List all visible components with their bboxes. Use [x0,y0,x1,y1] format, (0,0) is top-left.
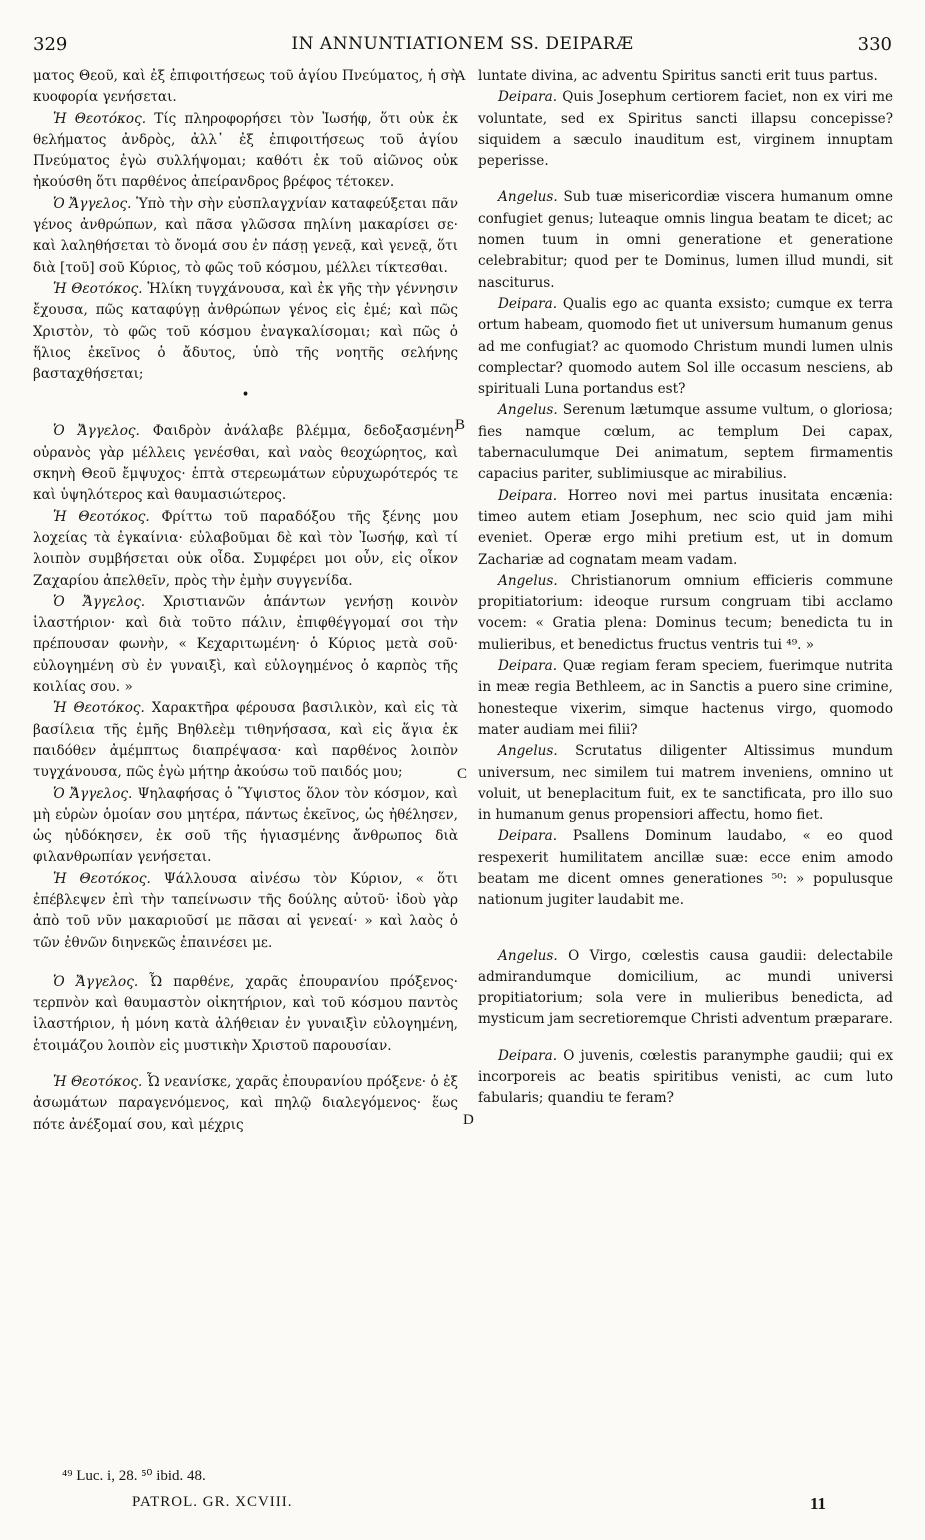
speaker-label: Angelus. [498,572,558,589]
paragraph-text: O juvenis, cœlestis paranymphe gaudii; qui ex incorporeis ac beatis spiritibus venisti, ac cum luto fabularis; quandiu te feram? [478,1047,893,1107]
paragraph-text: Ὦ νεανίσκε, χαρᾶς ἐπουρανίου πρόξενε· ὁ ἐξ ἀσωμάτων παραγενόμενος, καὶ πηλῷ διαλεγόμενος· ἕως πότε ἀνέξομαί σου, καὶ μέχρις [33,1074,459,1133]
paragraph-text: Ψάλλουσα αἰνέσω τὸν Κύριον, « ὅτι ἐπέβλεψεν ἐπὶ τὴν ταπείνωσιν τῆς δούλης αὐτοῦ· ἰδοὺ γὰρ ἀπὸ τοῦ νῦν μακαριοῦσί με πᾶσαι αἱ γενεαί· » καὶ λαὸς ὁ τῶν ἐθνῶν διηνεκῶς ἐπαινέσει με. [33,870,458,951]
speaker-label: Ἡ Θεοτόκος. [53,280,143,297]
speaker-label: Ὁ Ἄγγελος. [53,423,140,440]
paragraph-text: Φρίττω τοῦ παραδόξου τῆς ξένης μου λοχείας τὰ ἐγκαίνια· εὐλαβοῦμαι δὲ καὶ τὸν Ἰωσήφ, καὶ τί λοιπὸν συμβήσεται οὐκ οἶδα. Συμφέρει μοι οὖν, εἰς οἶκον Ζαχαρίου ἀπελθεῖν, πρὸς τὴν ἐμὴν συγγενίδα. [33,508,458,589]
signature-number: 11 [810,1494,827,1513]
speaker-label: Ἡ Θεοτόκος. [53,700,145,717]
paragraph-text: Scrutatus diligenter Altissimus mundum universum, nec similem tui matrem inveniens, omnino ut voluit, ut beneplacitum fuit, ex te sanctificata, pro illo suo in humanum genus propensiori affectu, homo fiet. [478,743,893,824]
printer-signature: PATROL. GR. XCVIII. [132,1494,293,1510]
greek-paragraph [33,421,458,506]
speaker-label: Deipara. [498,1047,558,1064]
latin-paragraph [478,826,893,911]
speaker-label: Deipara. [498,487,558,504]
margin-marker-d: D [463,1112,474,1128]
speaker-label: Deipara. [498,295,558,312]
speaker-label: Angelus. [498,189,558,206]
paragraph-text: luntate divina, ac adventu Spiritus sancti erit tuus partus. [478,68,878,84]
margin-marker-c: C [457,766,468,782]
speaker-label: Ὁ Ἄγγελος. [53,195,132,212]
paragraph-text: Sub tuæ misericordiæ viscera humanum omne confugiet genus; luteaque omnis lingua beatam te dicet; ac nomen tuum in omni generatione et generatione celebrabitur; quod per te Dominus, lumen illud mundi, sit nasciturus. [478,189,894,291]
paragraph-text: O Virgo, cœlestis causa gaudii: delectabile admirandumque domicilium, ac mundi universi propitiatorium; sola vere in mulieribus benedicta, ad mysticum jam secretioremque Christi adventum præparare. [478,947,893,1028]
speaker-label: Ὁ Ἄγγελος. [53,973,139,990]
speaker-label: Ὁ Ἄγγελος. [53,593,146,610]
latin-column [478,66,893,1110]
page-number-right: 330 [857,34,892,55]
paragraph-text: Ψηλαφήσας ὁ Ὕψιστος ὅλον τὸν κόσμον, καὶ μὴ εὑρὼν ὁμοίαν σου μητέρα, πάντως ἐκεῖνος, ὡς ἠθέλησεν, ὡς ηὐδόκησεν, ἐκ σοῦ τῆς ἡγιασμένης ἄνθρωπος διὰ φιλανθρωπίαν γενήσεται. [33,785,458,866]
latin-paragraph [478,294,893,400]
page-header [0,34,925,58]
speaker-label: Deipara. [498,658,558,675]
paragraph-text: Serenum lætumque assume vultum, o gloriosa; fies namque cœlum, ac templum Dei capax, tabernaculumque Dei animatum, septem firmamentis capacius pariter, sublimiusque ac mirabilius. [478,402,893,483]
paragraph-text: Horreo novi mei partus inusitata encænia: timeo autem etiam Josephum, nec scio quid jam mihi eveniet. Operæ ergo mihi pretium est, ut in domum Zachariæ ad cognatam meam vadam. [478,487,893,568]
section-divider: • [241,387,250,404]
greek-paragraph [33,109,458,194]
greek-paragraph [33,972,458,1057]
footnotes: ⁴⁹ Luc. i, 28. ⁵⁰ ibid. 48. [62,1468,206,1484]
greek-paragraph [33,66,458,109]
speaker-label: Angelus. [498,743,558,760]
paragraph-text: Psallens Dominum laudabo, « eo quod respexerit humilitatem ancillæ suæ: ecce enim amodo beatam me dicent omnes generationes ⁵⁰: » populusque nationum jugiter laudabit me. [478,828,893,909]
speaker-label: Ἡ Θεοτόκος. [53,508,150,525]
greek-paragraph [33,1072,458,1136]
latin-paragraph [478,741,893,826]
greek-column [33,66,458,1136]
speaker-label: Angelus. [498,402,558,419]
speaker-label: Deipara. [498,828,558,845]
paragraph-text: Φαιδρὸν ἀνάλαβε βλέμμα, δεδοξασμένη· οὐρανὸς γὰρ μέλλεις γενέσθαι, καὶ ναὸς θεοχώρητος, καὶ σκηνὴ Θεοῦ ἔμψυχος· ἑπτὰ στερεωμάτων εὐρυχωρότερός τε καὶ ὑψηλότερος καὶ θαυμασιώτερος. [33,423,458,504]
latin-paragraph [478,656,893,741]
speaker-label: Ἡ Θεοτόκος. [53,1074,143,1091]
greek-paragraph [33,279,458,385]
greek-paragraph [33,698,458,783]
latin-paragraph [478,400,893,485]
speaker-label: Angelus. [498,947,558,964]
paragraph-text: Τίς πληροφορήσει τὸν Ἰωσήφ, ὅτι οὐκ ἐκ θελήματος ἀνδρὸς, ἀλλ᾽ ἐξ ἐπιφοιτήσεως τοῦ ἁγίου Πνεύματος ἐγὼ συλλήψομαι; καθότι ἐκ τοῦ αἰῶνος οὐκ ἠκούσθη ὅτι παρθένος ἀπείρανδρος βρέφος τέτοκεν. [33,110,459,191]
paragraph-text: Qualis ego ac quanta exsisto; cumque ex terra ortum habeam, quomodo fiet ut universum humanum genus ad me confugiat? ac quomodo Christum mundi lumen ulnis complectar? quomodo autem Sol ille occasum nesciens, ab spirituali Luna portandus est? [478,295,893,398]
speaker-label: Ὁ Ἄγγελος. [53,785,133,802]
paragraph-text: Quæ regiam feram speciem, fuerimque nutrita in meæ regia Bethleem, ac in Sanctis a puero sine crimine, honesteque vixerim, simque hactenus virgo, quomodo mater audiam mei filii? [478,658,893,738]
page-number-left: 329 [33,34,68,55]
paragraph-text: Χριστιανῶν ἁπάντων γενήσῃ κοινὸν ἱλαστήριον· καὶ διὰ τοῦτο πάλιν, ἐπιφθέγγομαί σοι τὴν πρέπουσαν φωνὴν, « Κεχαριτωμένη· ὁ Κύριος μετὰ σοῦ· εὐλογημένη σὺ ἐν γυναιξὶ, καὶ εὐλογημένος ὁ καρπὸς τῆς κοιλίας σου. » [33,593,458,696]
greek-paragraph [33,784,458,869]
paragraph-text: Ἡλίκη τυγχάνουσα, καὶ ἐκ γῆς τὴν γέννησιν ἔχουσα, πῶς καταφύγῃ ἀνθρώπων γένος εἰς ἐμέ; καὶ πῶς Χριστὸν, τὸ φῶς τοῦ κόσμου ἐναγκαλίσομαι; καὶ πῶς ὁ ἥλιος ἐκεῖνος ὁ ἄδυτος, ὑπὸ τῆς νοητῆς σελήνης βασταχθήσεται; [33,280,458,383]
paragraph-text: ματος Θεοῦ, καὶ ἐξ ἐπιφοιτήσεως τοῦ ἁγίου Πνεύματος, ἡ σὴ κυοφορία γενήσεται. [33,68,458,106]
margin-marker-b: B [455,417,466,433]
greek-paragraph [33,869,458,954]
latin-paragraph [478,87,893,172]
speaker-label: Ἡ Θεοτόκος. [53,110,147,127]
latin-paragraph [478,571,893,656]
paragraph-text: Quis Josephum certiorem faciet, non ex viri me voluntate, sed ex Spiritus sancti illapsu concepisse? siquidem a sæculo inauditum est, virginem innuptam peperisse. [478,89,894,170]
paragraph-text: Ὑπὸ τὴν σὴν εὐσπλαγχνίαν καταφεύξεται πᾶν γένος ἀνθρώπων, καὶ πᾶσα γλῶσσα πηλίνη μακαρίσει σε· καὶ λαληθήσεται τὸ ὄνομά σου ἐν πάσῃ γενεᾷ, καὶ γενεᾷ, ὅτι διὰ [τοῦ] σοῦ Κύριος, τὸ φῶς τοῦ κόσμου, μέλλει τίκτεσθαι. [33,195,458,276]
running-title: IN ANNUNTIATIONEM SS. DEIPARÆ [291,34,634,54]
greek-paragraph [33,592,458,698]
latin-paragraph [478,486,893,571]
greek-paragraph [33,507,458,592]
paragraph-text: Χαρακτῆρα φέρουσα βασιλικὸν, καὶ εἰς τὰ βασίλεια τῆς ἐμῆς Βηθλεὲμ τιθηνήσασα, καὶ εἰς ἅγια ἐκ παιδόθεν ἀμέμπτως διαπρέψασα· καὶ παρθένος λοιπὸν τυγχάνουσα, πῶς ἐγὼ μήτηρ ἀκούσω τοῦ παιδός μου; [33,700,458,781]
latin-paragraph [478,187,893,293]
latin-paragraph [478,1046,893,1110]
latin-paragraph [478,946,893,1031]
greek-paragraph [33,194,458,279]
latin-paragraph [478,66,893,87]
paragraph-text: Ὦ παρθένε, χαρᾶς ἐπουρανίου πρόξενος· τερπνὸν καὶ θαυμαστὸν οἰκητήριον, καὶ τοῦ κόσμου παντὸς ἱλαστήριον, ἡ μόνη κατὰ ἀλήθειαν ἐν γυναιξὶν εὐλογημένη, ἑτοιμάζου λοιπὸν εἰς μυστικὴν Χριστοῦ παρουσίαν. [33,973,458,1054]
paragraph-text: Christianorum omnium efficieris commune propitiatorium: ideoque rursum congruam tibi acclamo vocem: « Gratia plena: Dominus tecum; benedicta tu in mulieribus, et benedictus fructus ventris tui ⁴⁹. » [478,572,893,653]
speaker-label: Deipara. [498,89,558,106]
margin-marker-a: A [455,68,466,84]
speaker-label: Ἡ Θεοτόκος. [53,870,151,887]
